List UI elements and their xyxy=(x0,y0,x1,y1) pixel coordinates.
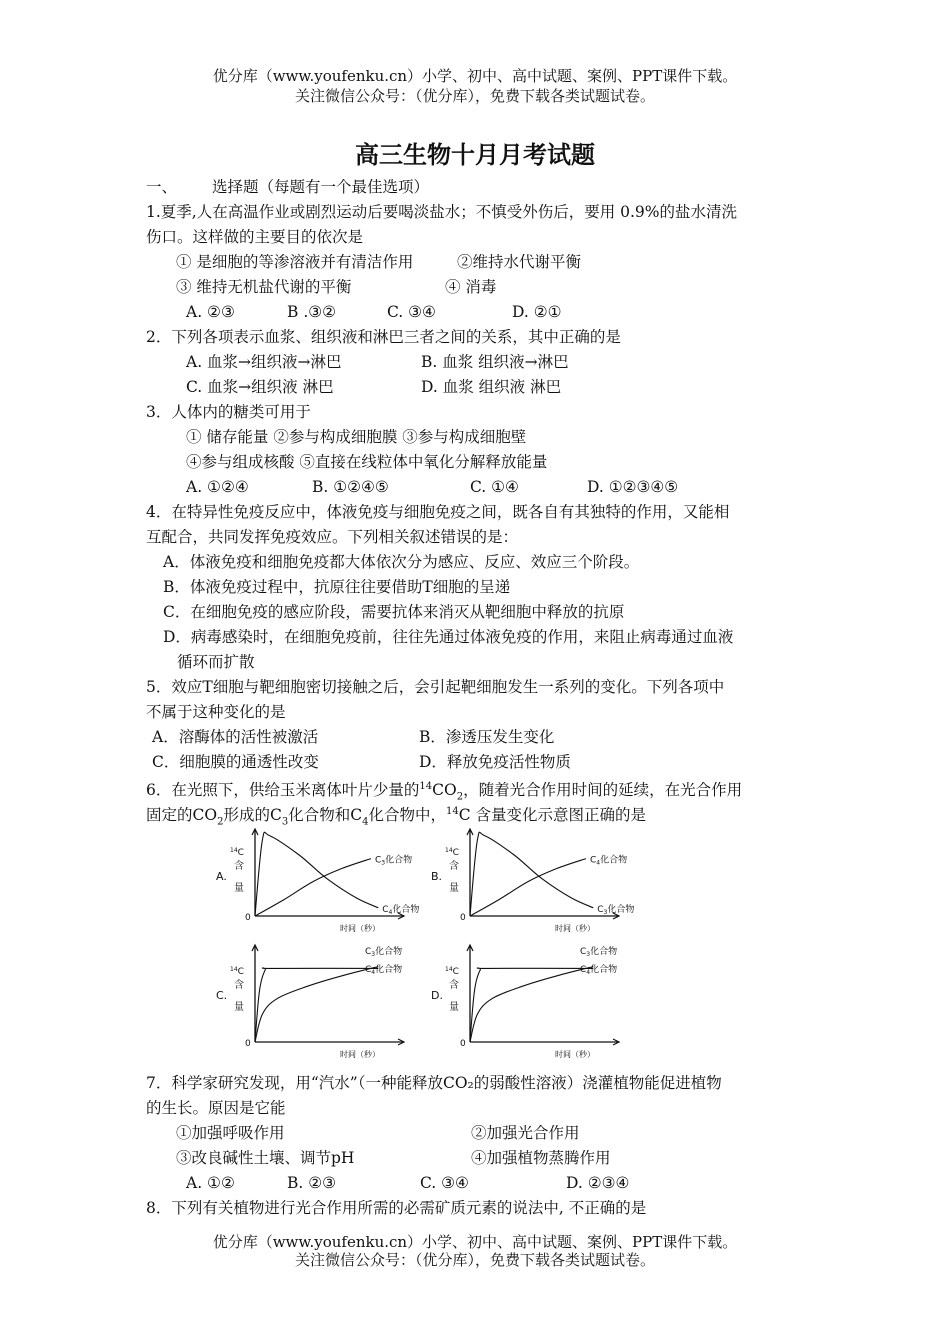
q7-option-b: B. ②③ xyxy=(287,1174,337,1192)
page-title: 高三生物十月月考试题 xyxy=(355,141,595,169)
q7-option-a: A. ①② xyxy=(186,1174,235,1192)
q7-statement-4: ④加强植物蒸腾作用 xyxy=(471,1149,611,1167)
q3-option-d: D. ①②③④⑤ xyxy=(587,478,679,496)
q3-option-a: A. ①②④ xyxy=(186,478,249,496)
y-axis-label-liang: 量 xyxy=(449,883,459,894)
panel-label: C. xyxy=(216,989,228,1002)
y-axis-label-liang: 量 xyxy=(234,883,244,894)
q1-option-a: A. ②③ xyxy=(186,303,235,321)
x-axis-label: 时间（秒） xyxy=(340,924,380,933)
q4-option-d-line-1: D．病毒感染时，在细胞免疫前，往往先通过体液免疫的作用，来阻止病毒通过血液 xyxy=(163,628,734,646)
q1-stem-line-2: 伤口。这样做的主要目的依次是 xyxy=(146,228,364,246)
q2-stem: 2．下列各项表示血浆、组织液和淋巴三者之间的关系，其中正确的是 xyxy=(146,328,621,346)
q4-stem-line-2: 互配合，共同发挥免疫效应。下列相关叙述错误的是： xyxy=(146,528,519,546)
q7-statement-1: ①加强呼吸作用 xyxy=(176,1124,285,1142)
x-axis-label: 时间（秒） xyxy=(340,1050,380,1059)
q1-statement-2: ②维持水代谢平衡 xyxy=(457,253,582,271)
y-axis-label-isotope: $^{14}$C xyxy=(445,966,459,977)
q7-statement-2: ②加强光合作用 xyxy=(471,1124,580,1142)
series-line-1 xyxy=(470,832,593,916)
q4-option-d-line-2: 循环而扩散 xyxy=(177,653,255,671)
chart-d xyxy=(427,942,627,1060)
panel-label: D. xyxy=(431,989,443,1002)
q3-statements-row-1: ① 储存能量 ②参与构成细胞膜 ③参与构成细胞壁 xyxy=(186,428,527,446)
section-number: 一、 xyxy=(146,178,178,196)
y-axis-label-isotope: $^{14}$C xyxy=(230,847,244,858)
q5-option-d: D．释放免疫活性物质 xyxy=(419,753,571,771)
y-axis-label-han: 含 xyxy=(449,861,459,872)
series-line-2 xyxy=(470,967,593,1042)
q3-option-c: C. ①④ xyxy=(470,478,519,496)
q7-stem-line-1: 7．科学家研究发现，用“汽水”（一种能释放CO₂的弱酸性溶液）浇灌植物能促进植物 xyxy=(146,1074,722,1092)
series-label-1: $C_4$化合物 xyxy=(382,904,420,916)
q1-statement-4: ④ 消毒 xyxy=(445,278,497,296)
series-label-2: $C_4$化合物 xyxy=(590,855,628,867)
q1-statement-1: ① 是细胞的等渗溶液并有清洁作用 xyxy=(176,253,414,271)
chart-a xyxy=(212,826,420,934)
q2-option-b: B. 血浆 组织液→淋巴 xyxy=(421,353,569,371)
q1-stem-line-1: 1.夏季,人在高温作业或剧烈运动后要喝淡盐水；不慎受外伤后，要用 0.9%的盐水清洗 xyxy=(146,203,738,221)
y-axis-label-han: 含 xyxy=(234,980,244,991)
q2-option-d: D. 血浆 组织液 淋巴 xyxy=(421,378,562,396)
chart-c xyxy=(212,942,412,1060)
section-label: 选择题（每题有一个最佳选项） xyxy=(212,178,430,196)
q3-statements-row-2: ④参与组成核酸 ⑤直接在线粒体中氧化分解释放能量 xyxy=(186,453,548,471)
series-label-1: $C_3$化合物 xyxy=(580,947,618,958)
q5-option-b: B．渗透压发生变化 xyxy=(419,728,555,746)
q7-statement-3: ③改良碱性土壤、调节pH xyxy=(176,1149,355,1167)
q6-stem-line-2: 固定的$CO_2$形成的$C_3$化合物和$C_4$化合物中，$^{14}$C 含量变化示意图正确的是 xyxy=(146,806,646,828)
q7-option-c: C. ③④ xyxy=(420,1174,469,1192)
series-label-2: $C_4$化合物 xyxy=(365,965,403,976)
q1-statement-3: ③ 维持无机盐代谢的平衡 xyxy=(176,278,352,296)
origin-label: 0 xyxy=(460,913,466,923)
q4-option-b: B．体液免疫过程中，抗原往往要借助T细胞的呈递 xyxy=(163,578,511,596)
series-label-2: $C_4$化合物 xyxy=(580,965,618,976)
series-line-1 xyxy=(255,968,378,1042)
series-label-1: $C_3$化合物 xyxy=(365,947,403,958)
x-axis-label: 时间（秒） xyxy=(555,924,595,933)
q3-stem: 3．人体内的糖类可用于 xyxy=(146,403,311,421)
y-axis-label-liang: 量 xyxy=(234,1002,244,1013)
q5-option-c: C．细胞膜的通透性改变 xyxy=(152,753,319,771)
header-line-1: 优分库（www.youfenku.cn）小学、初中、高中试题、案例、PPT课件下载。 xyxy=(212,67,738,85)
q4-option-a: A．体液免疫和细胞免疫都大体依次分为感应、反应、效应三个阶段。 xyxy=(163,553,640,571)
y-axis-label-isotope: $^{14}$C xyxy=(230,966,244,977)
q1-option-b: B .③② xyxy=(287,303,337,321)
q4-option-c: C．在细胞免疫的感应阶段，需要抗体来消灭从靶细胞中释放的抗原 xyxy=(163,603,625,621)
origin-label: 0 xyxy=(460,1039,466,1049)
q2-option-a: A. 血浆→组织液→淋巴 xyxy=(186,353,342,371)
q5-option-a: A．溶酶体的活性被激活 xyxy=(152,728,319,746)
series-line-2 xyxy=(255,967,378,1042)
x-axis-label: 时间（秒） xyxy=(555,1050,595,1059)
chart-b xyxy=(427,826,635,934)
header-line-2: 关注微信公众号：（优分库），免费下载各类试题试卷。 xyxy=(294,87,655,105)
y-axis-label-isotope: $^{14}$C xyxy=(445,847,459,858)
q8-stem: 8．下列有关植物进行光合作用所需的必需矿质元素的说法中, 不正确的是 xyxy=(146,1199,647,1217)
q5-stem-line-2: 不属于这种变化的是 xyxy=(146,703,286,721)
q5-stem-line-1: 5．效应T细胞与靶细胞密切接触之后，会引起靶细胞发生一系列的变化。下列各项中 xyxy=(146,678,725,696)
origin-label: 0 xyxy=(245,1039,251,1049)
q7-stem-line-2: 的生长。原因是它能 xyxy=(146,1099,286,1117)
q7-option-d: D. ②③④ xyxy=(566,1174,630,1192)
q1-option-c: C. ③④ xyxy=(387,303,436,321)
series-line-1 xyxy=(255,832,378,916)
q6-stem-line-1: 6．在光照下，供给玉米离体叶片少量的$^{14}CO_2$，随着光合作用时间的延续，在光合作用 xyxy=(146,781,743,803)
q4-stem-line-1: 4．在特异性免疫反应中，体液免疫与细胞免疫之间，既各自有其独特的作用，又能相 xyxy=(146,503,730,521)
panel-label: B. xyxy=(431,870,443,883)
footer-line-1: 优分库（www.youfenku.cn）小学、初中、高中试题、案例、PPT课件下载。 xyxy=(212,1233,738,1251)
footer-line-2: 关注微信公众号：（优分库），免费下载各类试题试卷。 xyxy=(294,1251,655,1269)
y-axis-label-han: 含 xyxy=(234,861,244,872)
y-axis-label-liang: 量 xyxy=(449,1002,459,1013)
y-axis-label-han: 含 xyxy=(449,980,459,991)
series-label-2: $C_3$化合物 xyxy=(375,855,413,867)
q3-option-b: B. ①②④⑤ xyxy=(312,478,389,496)
origin-label: 0 xyxy=(245,913,251,923)
series-line-1 xyxy=(470,968,593,1042)
q1-option-d: D. ②① xyxy=(512,303,562,321)
panel-label: A. xyxy=(216,870,227,883)
q2-option-c: C. 血浆→组织液 淋巴 xyxy=(186,378,334,396)
series-label-1: $C_3$化合物 xyxy=(597,904,635,916)
